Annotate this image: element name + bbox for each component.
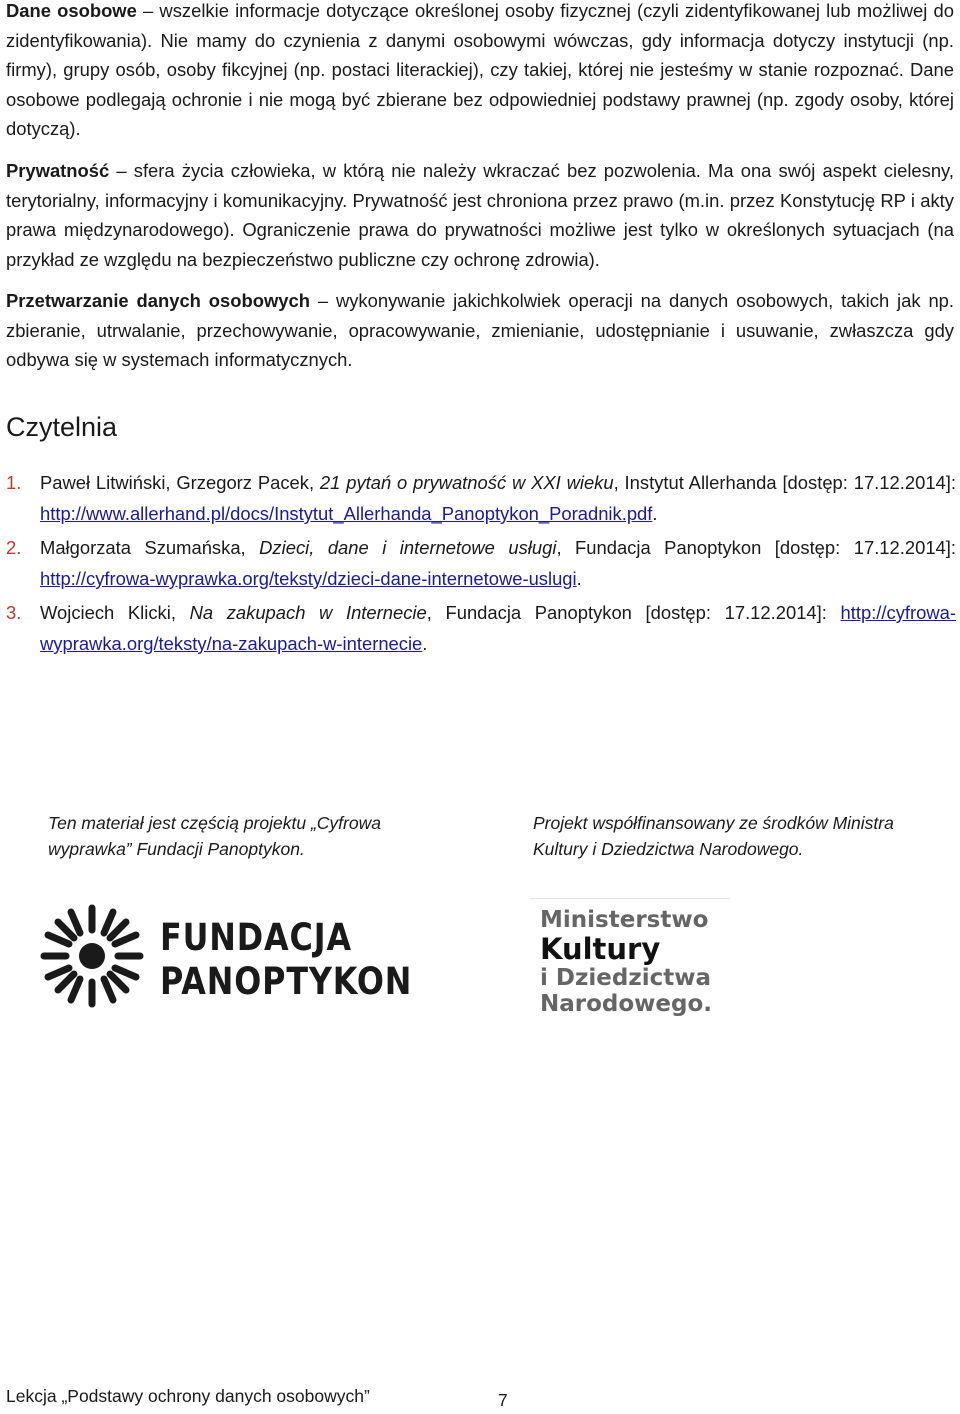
logo-text-line: Ministerstwo bbox=[540, 907, 709, 933]
definition-dash: – bbox=[109, 160, 134, 181]
item-title: 21 pytań o prywatność w XXI wieku bbox=[319, 472, 614, 493]
item-number: 2. bbox=[6, 537, 22, 558]
definition-term: Prywatność bbox=[6, 160, 110, 181]
definition-dane-osobowe bbox=[6, 0, 954, 144]
item-link[interactable]: http://cyfrowa-wyprawka.org/teksty/dzieci-dane-internetowe-uslugi bbox=[40, 568, 577, 589]
item-authors: Małgorzata Szumańska, bbox=[40, 537, 260, 558]
logo-text-line: i Dziedzictwa bbox=[540, 965, 711, 991]
item-end: . bbox=[422, 633, 428, 654]
item-link[interactable]: http://cyfrowa-wyprawka.org/teksty/na-zakupach-w-internecie bbox=[40, 602, 957, 654]
item-source: , Instytut Allerhanda [dostęp: 17.12.2014]: bbox=[613, 472, 956, 493]
item-source: , Fundacja Panoptykon [dostęp: 17.12.2014]: bbox=[426, 602, 841, 623]
definition-text: wykonywanie jakichkolwiek operacji na danych osobowych, takich jak np. zbieranie, utrwalanie, przechowywanie, opracowywanie, zmienianie, udostępnianie i usuwanie, zwłaszcza gdy odbywa się w systemach informatycznych. bbox=[6, 290, 955, 370]
logo-text-line: PANOPTYKON bbox=[160, 960, 413, 1003]
definition-dash: – bbox=[136, 0, 160, 21]
reading-item bbox=[6, 467, 956, 529]
logo-text-line: Narodowego. bbox=[540, 991, 713, 1017]
item-authors: Wojciech Klicki, bbox=[40, 602, 190, 623]
reading-item bbox=[6, 532, 956, 594]
reading-item bbox=[6, 597, 956, 659]
item-source: , Fundacja Panoptykon [dostęp: 17.12.2014]: bbox=[556, 537, 956, 558]
definition-text: sfera życia człowieka, w którą nie należy wkraczać bez pozwolenia. Ma ona swój aspekt cielesny, terytorialny, informacyjny i komunikacyjny. Prywatność jest chroniona przez prawo (m.in. przez Konstytucję RP i akty prawa międzynarodowego). Ograniczenie prawa do prywatności możliwe jest tylko w określonych sytuacjach (na przykład ze względu na bezpieczeństwo publiczne czy ochronę zdrowia). bbox=[6, 160, 954, 270]
logo-text-line: FUNDACJA bbox=[160, 916, 352, 959]
item-end: . bbox=[576, 568, 582, 589]
reading-list bbox=[6, 467, 956, 662]
item-number: 3. bbox=[6, 602, 22, 623]
reading-heading: Czytelnia bbox=[6, 412, 118, 442]
item-title: Na zakupach w Internecie bbox=[189, 602, 427, 623]
credit-cofinancing-note: Projekt współfinansowany ze środków Ministra Kultury i Dziedzictwa Narodowego. bbox=[533, 813, 894, 859]
credit-project-note: Ten materiał jest częścią projektu „Cyfrowa wyprawka” Fundacji Panoptykon. bbox=[48, 813, 381, 859]
page-footer: Lekcja „Podstawy ochrony danych osobowych” bbox=[6, 1386, 370, 1406]
definition-term: Przetwarzanie danych osobowych bbox=[6, 290, 310, 311]
definition-term: Dane osobowe bbox=[6, 0, 137, 21]
definition-prywatnosc bbox=[6, 156, 954, 274]
item-authors: Paweł Litwiński, Grzegorz Pacek, bbox=[40, 472, 320, 493]
definition-text: wszelkie informacje dotyczące określonej osoby fizycznej (czyli zidentyfikowanej lub możliwej do zidentyfikowania). Nie mamy do czynienia z danymi osobowymi wówczas, gdy informacja dotyczy instytucji (np. firmy), grupy osób, osoby fikcyjnej (np. postaci literackiej), czy takiej, której nie jesteśmy w stanie rozpoznać. Dane osobowe podlegają ochronie i nie mogą być zbierane bez odpowiedniej podstawy prawnej (np. zgody osoby, której dotyczą). bbox=[6, 0, 954, 139]
ministry-logo bbox=[530, 898, 730, 1017]
item-number: 1. bbox=[6, 472, 22, 493]
panoptykon-logo bbox=[40, 900, 413, 1017]
definition-dash: – bbox=[309, 290, 336, 311]
item-link[interactable]: http://www.allerhand.pl/docs/Instytut_Allerhanda_Panoptykon_Poradnik.pdf bbox=[40, 503, 653, 524]
item-title: Dzieci, dane i internetowe usługi bbox=[259, 537, 557, 558]
item-end: . bbox=[652, 503, 658, 524]
page-number: 7 bbox=[498, 1390, 508, 1410]
logo-text-line: Kultury bbox=[540, 932, 661, 966]
definition-przetwarzanie bbox=[6, 286, 954, 375]
